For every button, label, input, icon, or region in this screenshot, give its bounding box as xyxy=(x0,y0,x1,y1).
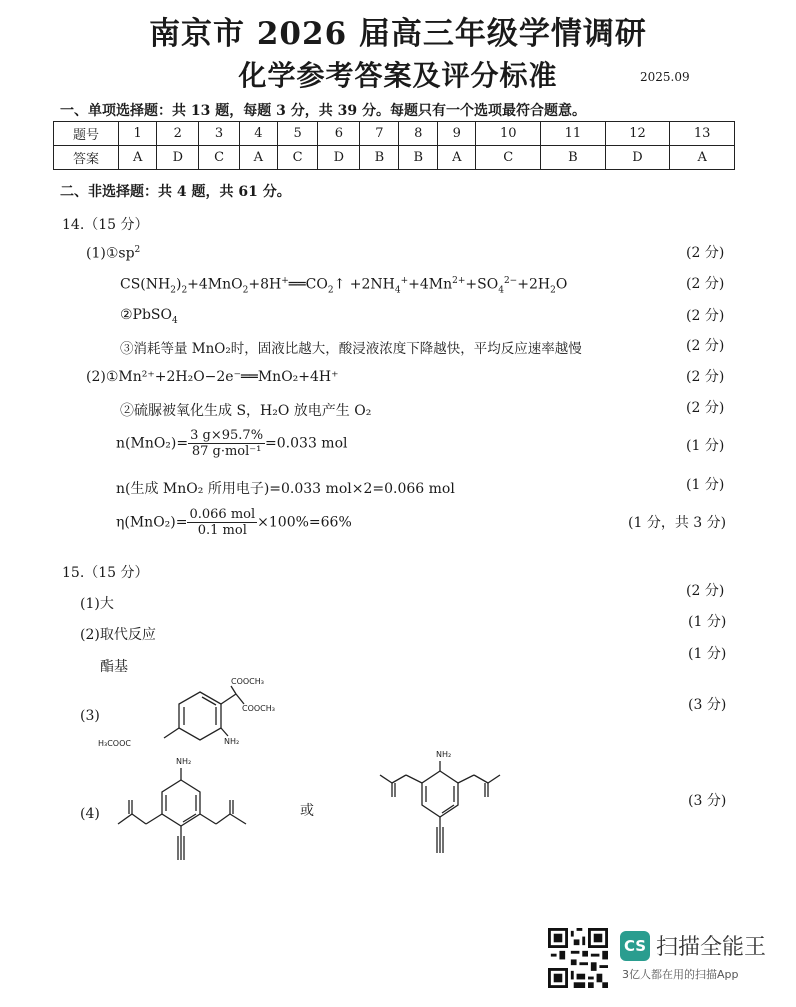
q15-line3: 酯基 xyxy=(100,659,128,675)
q14-line5: ②硫脲被氧化生成 S，H₂O 放电产生 O₂ xyxy=(120,403,372,419)
table-cell: B xyxy=(541,146,606,170)
q15-line5-points: (3 分) xyxy=(688,793,727,809)
table-cell: 13 xyxy=(670,122,735,146)
row-label: 题号 xyxy=(54,122,119,146)
table-cell: 4 xyxy=(239,122,277,146)
table-cell: B xyxy=(360,146,399,170)
q14-line1: $(1)①sp^2$ xyxy=(86,245,141,262)
table-cell: 8 xyxy=(399,122,438,146)
table-cell: 2 xyxy=(157,122,199,146)
table-cell: 9 xyxy=(438,122,476,146)
table-cell: 1 xyxy=(119,122,157,146)
document-subtitle: 化学参考答案及评分标准 xyxy=(238,59,558,92)
table-cell: 7 xyxy=(360,122,399,146)
mol3-group3: H₃COOC xyxy=(98,739,131,748)
table-cell: C xyxy=(277,146,317,170)
camscanner-logo: CS xyxy=(620,931,650,961)
q15-line2-points: (1 分) xyxy=(688,614,727,630)
mol3-amine: NH₂ xyxy=(224,737,240,746)
q15-line1: (1)大 xyxy=(80,596,114,612)
q14-line2: ②PbSO$_4$ xyxy=(120,307,178,326)
q15-line1-points: (2 分) xyxy=(686,583,725,599)
q14-line2-points: (2 分) xyxy=(686,308,725,324)
answer-table-answer-row xyxy=(54,146,735,170)
q14-line3: ③消耗等量 MnO₂时，固液比越大，酸浸液浓度下降越快，平均反应速率越慢 xyxy=(120,341,582,357)
q15-header: 15.（15 分） xyxy=(62,565,149,581)
table-cell: C xyxy=(199,146,239,170)
table-cell: 11 xyxy=(541,122,606,146)
mol4-amine: NH₂ xyxy=(176,757,192,766)
q14-line4-points: (2 分) xyxy=(686,369,725,385)
q14-line1-points: (2 分) xyxy=(686,245,725,261)
q15-structure-4b xyxy=(350,745,530,857)
q15-line5-label: (4) xyxy=(80,806,100,822)
qr-code-icon xyxy=(548,928,608,988)
q15-structure-4a xyxy=(96,752,276,864)
table-cell: B xyxy=(399,146,438,170)
q14-line5-points: (2 分) xyxy=(686,400,725,416)
section2-heading: 二、非选择题：共 4 题，共 61 分。 xyxy=(60,184,291,200)
q15-or: 或 xyxy=(300,803,314,819)
answer-table-number-row xyxy=(54,122,735,146)
table-cell: 3 xyxy=(199,122,239,146)
q14-header: 14.（15 分） xyxy=(62,217,149,233)
q15-line4-points: (3 分) xyxy=(688,697,727,713)
q14-line7-points: (1 分) xyxy=(686,477,725,493)
q14-line8: η(MnO₂)= $\frac{\text{0.066 mol}}{\text{0.1 mol}}$ ×100%=66% xyxy=(116,507,352,538)
table-cell: 10 xyxy=(476,122,541,146)
q14-equation1: $CS(NH_2)_2+4MnO_2+8H^+══CO_2↑ +2NH_4^++4Mn^{2+}+SO_4^{2-}+2H_2O$ xyxy=(120,276,568,296)
q15-structure-3 xyxy=(96,674,296,754)
q15-line4-label: (3) xyxy=(80,708,100,724)
table-cell: D xyxy=(318,146,360,170)
q14-line7: n(生成 MnO₂ 所用电子)=0.033 mol×2=0.066 mol xyxy=(116,481,455,497)
document-title: 南京市 2026 届高三年级学情调研 xyxy=(149,16,647,52)
q14-equation1-points: (2 分) xyxy=(686,276,725,292)
q15-line3-points: (1 分) xyxy=(688,646,727,662)
table-cell: 12 xyxy=(605,122,670,146)
table-cell: C xyxy=(476,146,541,170)
section1-heading: 一、单项选择题：共 13 题，每题 3 分，共 39 分。每题只有一个选项最符合题意。 xyxy=(60,103,586,119)
mol3-group2: COOCH₃ xyxy=(242,704,275,713)
camscanner-tagline: 3亿人都在用的扫描App xyxy=(622,968,739,981)
q14-line8-points: (1 分，共 3 分) xyxy=(628,515,727,531)
table-cell: A xyxy=(239,146,277,170)
document-date: 2025.09 xyxy=(640,70,690,84)
mol3-group1: COOCH₃ xyxy=(231,677,264,686)
camscanner-name: 扫描全能王 xyxy=(656,935,767,960)
mol5-amine: NH₂ xyxy=(436,750,452,759)
q14-line6: n(MnO₂)= $\frac{3 g\times 95.7\%}{\text{87 g·mol⁻¹}}$ =0.033 mol xyxy=(116,428,348,459)
table-cell: A xyxy=(119,146,157,170)
q15-line2: (2)取代反应 xyxy=(80,627,156,643)
table-cell: D xyxy=(605,146,670,170)
table-cell: A xyxy=(438,146,476,170)
table-cell: 5 xyxy=(277,122,317,146)
table-cell: A xyxy=(670,146,735,170)
q14-line3-points: (2 分) xyxy=(686,338,725,354)
q14-line6-points: (1 分) xyxy=(686,438,725,454)
table-cell: D xyxy=(157,146,199,170)
answer-table xyxy=(53,121,735,170)
table-cell: 6 xyxy=(318,122,360,146)
row-label: 答案 xyxy=(54,146,119,170)
q14-line4: (2)①Mn²⁺+2H₂O−2e⁻══MnO₂+4H⁺ xyxy=(86,369,339,385)
